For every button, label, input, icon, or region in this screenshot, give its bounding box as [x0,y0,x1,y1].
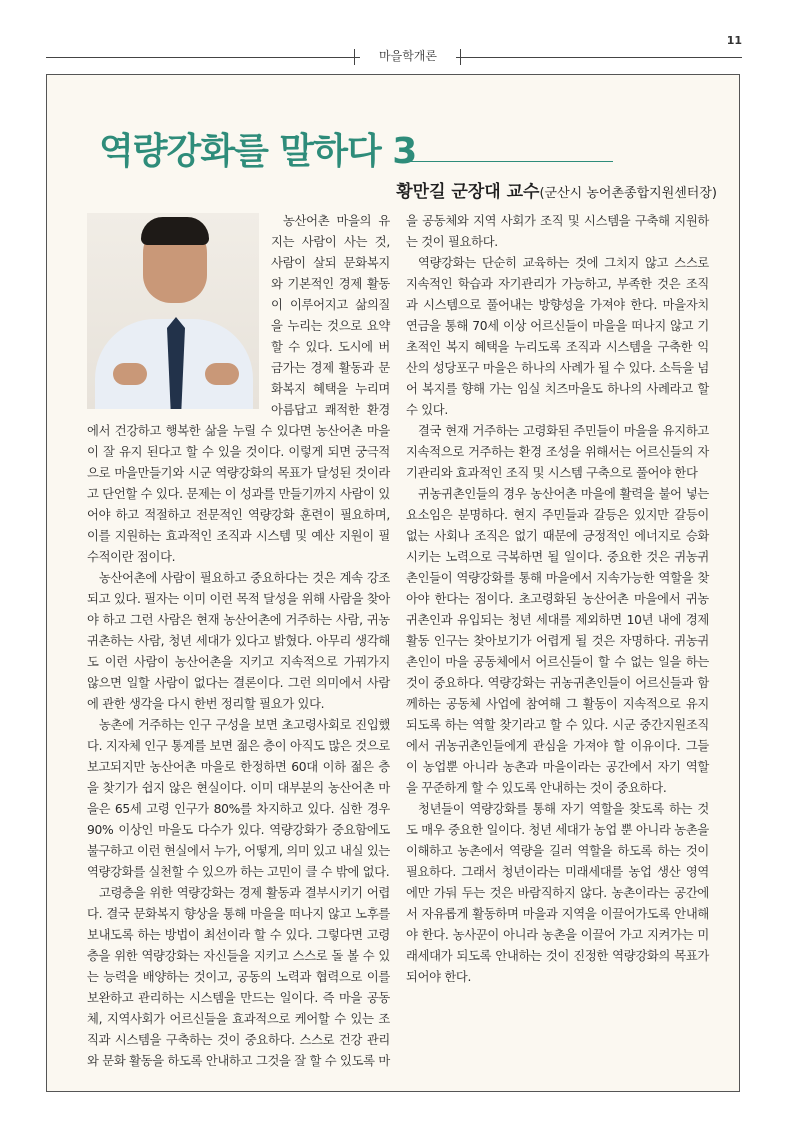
paragraph: 청년들이 역량강화를 통해 자기 역할을 찾도록 하는 것도 매우 중요한 일이다. 청년 세대가 농업 뿐 아니라 농촌을 이해하고 농촌에서 역량을 길러 역할을 하도록 하는 것이 필요하다. 그래서 청년이라는 미래세대를 농업 생산 영역에만 가둬 두는 것은 바람직하지 않다. 농촌이라는 공간에서 자유롭게 활동하며 마을과 지역을 이끌어가도록 안내해야 한다. 농사꾼이 아니라 농촌을 이끌어 가고 지켜가는 미래세대가 되도록 안내하는 것이 진정한 역량강화의 목표가 되어야 한다. [406,802,709,984]
portrait-hand-left [113,363,147,385]
header-tick-left [354,49,355,65]
article-body [87,211,709,1081]
portrait-hair [141,217,209,245]
article-frame [46,74,740,1092]
author-portrait [87,213,259,409]
paragraph: 귀농귀촌인들의 경우 농산어촌 마을에 활력을 불어 넣는 요소임은 분명하다. 현지 주민들과 갈등은 있지만 갈등이 없는 사회나 조직은 없기 때문에 긍정적인 에너지로 승화시키는 노력으로 극복하면 될 일이다. 중요한 것은 귀농귀촌인들이 역량강화를 통해 마을에서 지속가능한 역할을 찾아야 한다는 점이다. 초고령화된 농산어촌 마을에서 귀농귀촌인과 유입되는 청년 세대를 제외하면 10년 내에 경제 활동 인구는 찾아보기가 어렵게 될 것은 자명하다. 귀농귀촌인이 마을 공동체에서 어르신들이 할 수 없는 일을 하는 것이 중요하다. 역량강화는 귀농귀촌인들이 어르신들과 함께하는 공동체 사업에 참여해 그 활동이 지속적으로 유지되도록 하는 역할 찾기라고 할 수 있다. 시군 중간지원조직에서 귀농귀촌인들에게 관심을 가져야 할 이유이다. 그들이 농업뿐 아니라 농촌과 마을이라는 공간에서 자기 역할을 꾸준하게 할 수 있도록 안내하는 것이 중요하다. [406,487,709,795]
paragraph: 농촌에 거주하는 인구 구성을 보면 초고령사회로 진입했다. 지자체 인구 통계를 보면 젊은 층이 아직도 많은 것으로 보고되지만 농산어촌 마을로 한정하면 60대 이하 젊은 층을 찾기가 쉽지 않은 현실이다. 이미 대부분의 농산어촌 마을은 65세 고령 인구가 80%를 차지하고 있다. 심한 경우 90% 이상인 마을도 다수가 있다. 역량강화가 중요함에도 불구하고 이런 현실에서 누가, 어떻게, 의미 있고 내실 있는 역량강화를 실천할 수 있으까 하는 고민이 클 수 밖에 없다. [87,718,390,879]
article-title: 역량강화를 말하다 3 [99,131,417,172]
page-number: 11 [726,34,742,47]
paragraph: 농산어촌 마을의 유지는 사람이 사는 것, 사람이 살되 문화복지와 기본적인 경제 활동이 이루어지고 삶의질을 누리는 것으로 요약할 수 있다. 도시에 버금가는 경제 활동과 문화복지 혜택을 누리며 아름답고 쾌적한 환경에서 건강하고 행복한 삶을 누릴 수 있다면 농산어촌 마을이 잘 유지 된다고 할 수 있을 것이다. 이렇게 되면 궁극적으로 마을만들기와 시군 역량강화의 목표가 달성된 것이라고 단언할 수 있다. 문제는 이 성과를 만들기까지 사람이 있어야 하고 적절하고 전문적인 역량강화 훈련이 필요하며, 이를 지원하는 효과적인 조직과 시스템 및 예산 지원이 필수적이란 점이다. [87,214,390,564]
author-byline [396,177,717,202]
paragraph: 농산어촌에 사람이 필요하고 중요하다는 것은 계속 강조되고 있다. 필자는 이미 이런 목적 달성을 위해 사람을 찾아야 하고 그런 사람은 현재 농산어촌에 거주하는 사람, 귀농귀촌하는 사람, 청년 세대가 있다고 밝혔다. 아무리 생각해도 이런 사람이 농산어촌을 지키고 지속적으로 가꿔가지 않으면 일할 사람이 없다는 결론이다. 그런 의미에서 사람에 관한 생각을 다시 한번 정리할 필요가 있다. [87,571,390,711]
header-tick-right [460,49,461,65]
author-name: 황만길 군장대 교수 [396,182,540,202]
section-title: 마을학개론 [360,46,456,66]
portrait-hand-right [205,363,239,385]
paragraph: 결국 현재 거주하는 고령화된 주민들이 마을을 유지하고 지속적으로 거주하는 환경 조성을 위해서는 어르신들의 자기관리와 효과적인 조직 및 시스템 구축으로 풀어야 한다 [406,424,709,480]
title-underline [403,161,613,162]
paragraph: 고령층을 위한 역량강화는 경제 활동과 결부시키기 어렵다. 결국 문화복지 향상을 통해 마을을 떠나지 않고 노후를 보내도록 하는 방법이 최선이라 할 수 있다. 그렇다면 고령층을 위한 역량강화는 자신들을 지키고 스스로 돌 볼 수 있는 능력을 배양하는 것이고, 공동의 노력과 협력으로 이를 보완하고 관리하는 시스템을 만드는 일이다. 즉 마을 공동체, 지역사회가 어르신들을 효과적으로 케어할 수 있는 조직과 시스템을 구축하는 것이 중요하다. 스스로 건강 관리와 문화 활동을 하도록 안내하고 그것을 잘 할 수 있도록 마을 공동체와 지역 사회가 조직 및 시스템을 구축해 지원하는 것이 필요하다. [87,214,709,1068]
author-affiliation: (군산시 농어촌종합지원센터장) [539,186,717,201]
paragraph: 역량강화는 단순히 교육하는 것에 그치지 않고 스스로 지속적인 학습과 자기관리가 가능하고, 부족한 것은 조직과 시스템으로 풀어내는 방향성을 가져야 한다. 마을자치연금을 통해 70세 이상 어르신들이 마을을 떠나지 않고 기초적인 복지 혜택을 누리도록 조직과 시스템을 구축한 익산의 성당포구 마을은 하나의 사례가 될 수 있다. 소득을 넘어 복지를 향해 가는 임실 치즈마을도 하나의 사례라고 할 수 있다. [406,256,709,417]
